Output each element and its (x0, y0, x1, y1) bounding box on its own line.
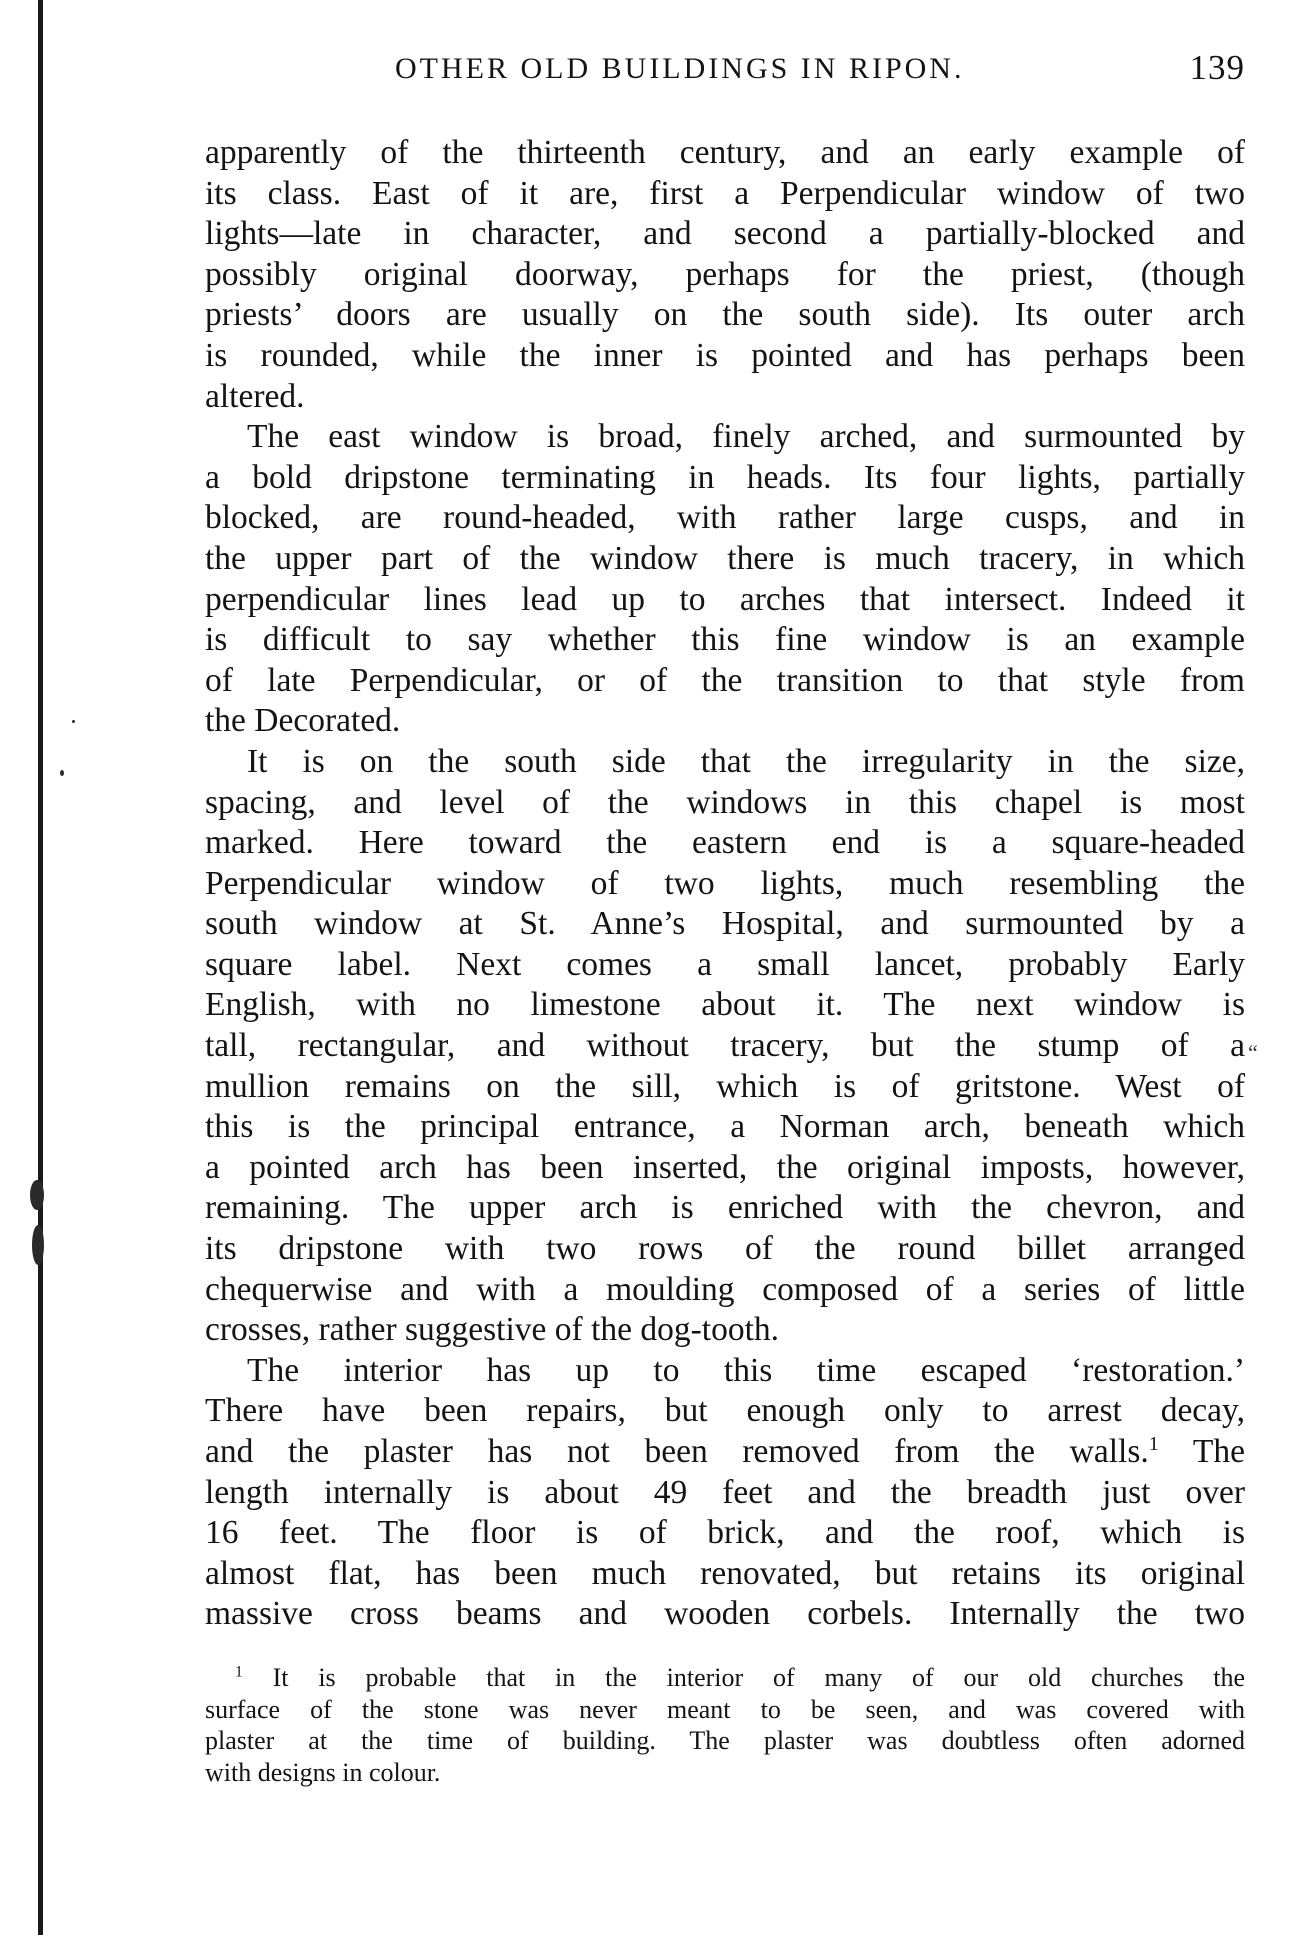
text-line: this is the principal entrance, a Norman arch, beneath which (205, 1108, 1245, 1146)
text-line: There have been repairs, but enough only to arrest decay, (205, 1392, 1245, 1430)
text-line: almost flat, has been much renovated, but retains its original (205, 1554, 1245, 1592)
text-line-start: and the plaster has not been removed from the walls. (205, 1433, 1149, 1470)
text-line: length internally is about 49 feet and the breadth just over (205, 1473, 1245, 1511)
footnote-reference: 1 (1148, 1432, 1159, 1455)
text-line (205, 1432, 1245, 1473)
gutter-speck (30, 1180, 44, 1210)
text-line: 16 feet. The floor is of brick, and the roof, which is (205, 1514, 1245, 1552)
gutter-speck (60, 770, 64, 776)
text-line: possibly original doorway, perhaps for the priest, (though (205, 255, 1245, 293)
running-title: OTHER OLD BUILDINGS IN RIPON. (395, 52, 965, 85)
text-line: the Decorated. (205, 702, 401, 740)
footnote-marker: 1 (235, 1663, 243, 1681)
footnote-line: surface of the stone was never meant to be seen, and was covered with (205, 1694, 1245, 1724)
text-line: of late Perpendicular, or of the transition to that style from (205, 661, 1245, 699)
page-number: 139 (1189, 48, 1245, 87)
text-line: altered. (205, 377, 305, 415)
text-line: tall, rectangular, and without tracery, but the stump of a (205, 1027, 1245, 1065)
gutter-speck (72, 720, 75, 723)
text-line: a bold dripstone terminating in heads. Its four lights, partially (205, 458, 1245, 496)
text-line: south window at St. Anne’s Hospital, and surmounted by a (205, 905, 1245, 943)
text-line: the upper part of the window there is much tracery, in which (205, 539, 1245, 577)
text-line: its dripstone with two rows of the round billet arranged (205, 1230, 1245, 1268)
footnote-line: plaster at the time of building. The plaster was doubtless often adorned (205, 1726, 1245, 1755)
text-line: It is on the south side that the irregularity in the size, (247, 742, 1245, 780)
text-line: a pointed arch has been inserted, the original imposts, however, (205, 1148, 1245, 1186)
gutter-speck (32, 1225, 44, 1265)
text-line: is rounded, while the inner is pointed and has perhaps been (205, 336, 1245, 374)
text-line: remaining. The upper arch is enriched with the chevron, and (205, 1189, 1245, 1227)
footnote-line: with designs in colour. (205, 1757, 441, 1787)
text-line: Perpendicular window of two lights, much resembling the (205, 864, 1245, 902)
text-line: perpendicular lines lead up to arches that intersect. Indeed it (205, 580, 1245, 618)
running-header (205, 48, 1245, 92)
footnote (205, 1662, 1245, 1788)
text-line: crosses, rather suggestive of the dog-tooth. (205, 1311, 780, 1349)
binding-edge (38, 0, 43, 1935)
footnote-text: It is probable that in the interior of many of our old churches the (272, 1663, 1246, 1692)
text-line: The east window is broad, finely arched, and surmounted by (247, 418, 1245, 456)
text-line: massive cross beams and wooden corbels. Internally the two (205, 1595, 1245, 1633)
text-line: apparently of the thirteenth century, and an early example of (205, 134, 1245, 171)
text-line: priests’ doors are usually on the south side). Its outer arch (205, 296, 1245, 334)
text-line: its class. East of it are, first a Perpendicular window of two (205, 174, 1245, 212)
text-line-tail: The (1158, 1433, 1245, 1470)
text-line: spacing, and level of the windows in this chapel is most (205, 783, 1245, 821)
text-line: marked. Here toward the eastern end is a square-headed (205, 824, 1245, 862)
text-line: mullion remains on the sill, which is of gritstone. West of (205, 1067, 1245, 1105)
margin-mark: “ (1248, 1040, 1258, 1065)
text-line: chequerwise and with a moulding composed of a series of little (205, 1270, 1245, 1308)
text-line: square label. Next comes a small lancet, probably Early (205, 945, 1245, 983)
text-line: blocked, are round-headed, with rather large cusps, and in (205, 499, 1245, 537)
body-text (205, 133, 1245, 1635)
text-line: lights—late in character, and second a partially-blocked and (205, 215, 1245, 253)
footnote-line (205, 1662, 1245, 1694)
text-line: is difficult to say whether this fine window is an example (205, 621, 1245, 659)
text-line: English, with no limestone about it. The next window is (205, 986, 1245, 1024)
text-line: The interior has up to this time escaped ‘restoration.’ (247, 1351, 1245, 1389)
